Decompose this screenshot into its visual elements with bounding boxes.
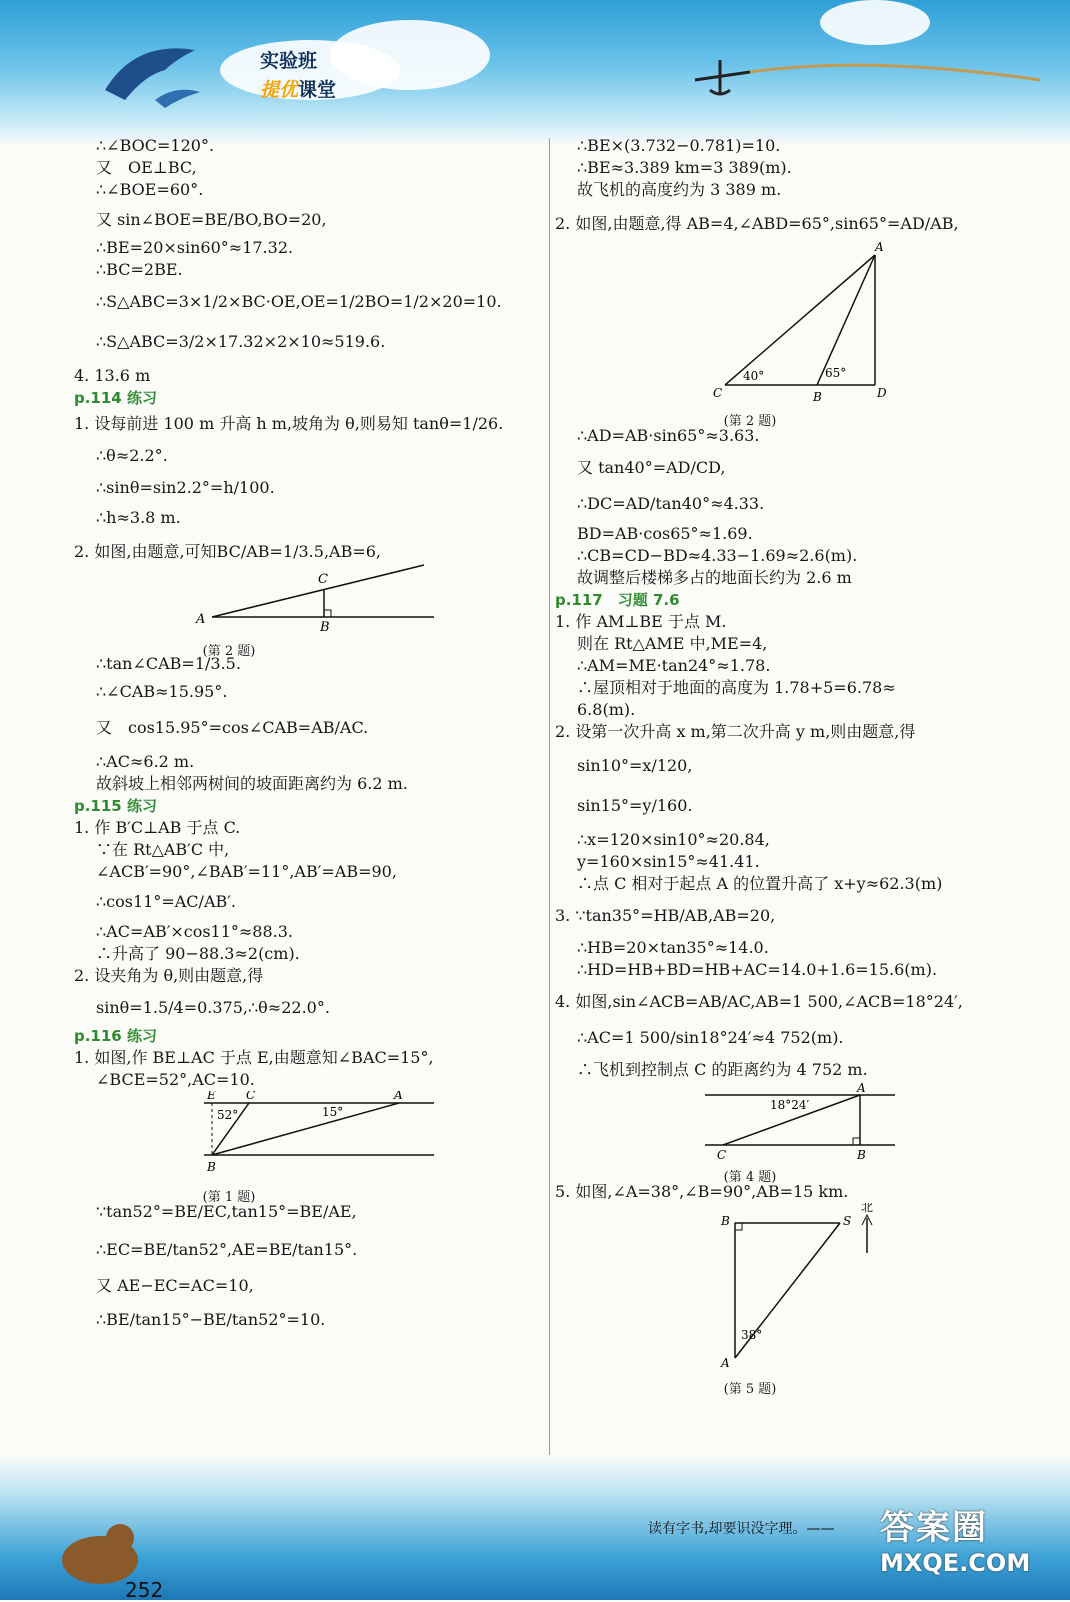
- text-line: 2. 如图,由题意,可知BC/AB=1/3.5,AB=6,: [74, 542, 382, 561]
- text-line: ∴∠CAB≈15.95°.: [96, 682, 228, 701]
- text-line: ∴S△ABC=3×1/2×BC·OE,OE=1/2BO=1/2×20=10.: [96, 292, 502, 311]
- text-line: ∴EC=BE/tan52°,AE=BE/tan15°.: [96, 1240, 358, 1259]
- left-column: [74, 135, 544, 1331]
- text-line: 又 tan40°=AD/CD,: [577, 458, 726, 477]
- angle-52: 52°: [217, 1108, 239, 1122]
- text-line: ∴∠BOE=60°.: [96, 180, 204, 199]
- brand-logo: [260, 46, 336, 102]
- brand-text: 课堂: [298, 79, 337, 101]
- brand-highlight: 提优: [260, 79, 299, 101]
- header-banner: [0, 0, 1070, 145]
- text-line: ∴HD=HB+BD=HB+AC=14.0+1.6=15.6(m).: [577, 960, 938, 979]
- text-line: ∴AC≈6.2 m.: [96, 752, 195, 771]
- label-e: E: [207, 1091, 216, 1102]
- footer-quote: 读有字书,却要识没字理。——: [648, 1521, 835, 1537]
- cloud: [820, 0, 930, 45]
- section-heading: p.115 练习: [74, 797, 157, 815]
- text-line: 6.8(m).: [577, 700, 636, 719]
- text-line: 又 cos15.95°=cos∠CAB=AB/AC.: [96, 718, 369, 737]
- figure-airplane: [555, 1081, 1025, 1185]
- text-line: sin10°=x/120,: [577, 756, 693, 775]
- text-line: ∴BE×(3.732−0.781)=10.: [577, 136, 781, 155]
- label-d: D: [877, 386, 887, 400]
- label-a: A: [875, 240, 884, 254]
- angle-65: 65°: [825, 366, 847, 380]
- figure-caption: (第 1 题): [202, 1190, 256, 1205]
- section-heading: p.117 习题 7.6: [555, 591, 680, 609]
- text-line: 又 OE⊥BC,: [96, 158, 197, 177]
- label-b: B: [721, 1214, 730, 1228]
- watermark: [880, 1500, 1030, 1577]
- label-c: C: [246, 1091, 256, 1102]
- label-c: C: [713, 386, 723, 400]
- text-line: ∴AC=AB′×cos11°≈88.3.: [96, 922, 294, 941]
- text-line: y=160×sin15°≈41.41.: [577, 852, 760, 871]
- text-line: ∴tan∠CAB=1/3.5.: [96, 654, 241, 673]
- text-line: 又 sin∠BOE=BE/BO,BO=20,: [96, 210, 327, 229]
- label-a: A: [857, 1081, 866, 1095]
- text-line: ∵在 Rt△AB′C 中,: [96, 840, 230, 859]
- text-line: ∴HB=20×tan35°≈14.0.: [577, 938, 769, 957]
- cloud: [330, 20, 490, 90]
- text-line: 故飞机的高度约为 3 389 m.: [577, 180, 782, 199]
- dolphin-icon: [95, 30, 215, 110]
- text-line: ∴∠BOC=120°.: [96, 136, 215, 155]
- slope-diagram: [74, 563, 544, 635]
- text-line: 5. 如图,∠A=38°,∠B=90°,AB=15 km.: [555, 1182, 849, 1201]
- plane-diagram: [74, 1091, 544, 1181]
- text-line: 1. 如图,作 BE⊥AC 于点 E,由题意知∠BAC=15°,: [74, 1048, 434, 1067]
- watermark-url: MXQE.COM: [880, 1549, 1031, 1577]
- label-a: A: [196, 612, 206, 627]
- text-line: ∠ACB′=90°,∠BAB′=11°,AB′=AB=90,: [96, 862, 397, 881]
- figure-caption: (第 2 题): [202, 644, 256, 659]
- section-heading: p.114 练习: [74, 389, 157, 407]
- text-line: ∴AM=ME·tan24°≈1.78.: [577, 656, 771, 675]
- figure-caption: (第 5 题): [723, 1382, 777, 1397]
- text-line: ∴BE=20×sin60°≈17.32.: [96, 238, 294, 257]
- figure-stairs: [555, 235, 1025, 429]
- text-line: 3. ∵tan35°=HB/AB,AB=20,: [555, 906, 776, 925]
- label-a: A: [394, 1091, 403, 1102]
- label-b: B: [207, 1160, 216, 1174]
- column-divider: [549, 138, 550, 1478]
- label-b: B: [857, 1148, 866, 1161]
- label-a: A: [721, 1356, 730, 1370]
- text-line: ∴BE/tan15°−BE/tan52°=10.: [96, 1310, 326, 1329]
- text-line: 1. 作 B′C⊥AB 于点 C.: [74, 818, 241, 837]
- text-line: 1. 设每前进 100 m 升高 h m,坡角为 θ,则易知 tanθ=1/26.: [74, 414, 504, 433]
- text-line: ∴h≈3.8 m.: [96, 508, 181, 527]
- text-line: ∴θ≈2.2°.: [96, 446, 168, 465]
- text-line: 4. 13.6 m: [74, 366, 151, 385]
- text-line: ∴sinθ=sin2.2°=h/100.: [96, 478, 275, 497]
- label-s: S: [843, 1214, 852, 1228]
- text-line: ∴cos11°=AC/AB′.: [96, 892, 236, 911]
- angle-label: 18°24′: [770, 1098, 810, 1112]
- figure-ship: [555, 1203, 1025, 1397]
- label-b: B: [320, 620, 330, 635]
- text-line: 4. 如图,sin∠ACB=AB/AC,AB=1 500,∠ACB=18°24′,: [555, 992, 963, 1011]
- text-line: 故调整后楼梯多占的地面长约为 2.6 m: [577, 568, 852, 587]
- airplane-diagram: [555, 1081, 1025, 1161]
- text-line: 则在 Rt△AME 中,ME=4,: [577, 634, 768, 653]
- text-line: ∴BC=2BE.: [96, 260, 183, 279]
- watermark-text: 答案圈: [880, 1508, 988, 1548]
- angle-15: 15°: [322, 1105, 344, 1119]
- text-line: ∴点 C 相对于起点 A 的位置升高了 x+y≈62.3(m): [577, 874, 943, 893]
- text-line: ∴升高了 90−88.3≈2(cm).: [96, 944, 300, 963]
- text-line: 故斜坡上相邻两树间的坡面距离约为 6.2 m.: [96, 774, 408, 793]
- text-line: ∴S△ABC=3/2×17.32×2×10≈519.6.: [96, 332, 386, 351]
- figure-caption: (第 4 题): [723, 1170, 777, 1185]
- text-line: ∴DC=AD/tan40°≈4.33.: [577, 494, 765, 513]
- stairs-diagram: [555, 235, 1025, 405]
- ship-diagram: [555, 1203, 1025, 1373]
- figure-caption: (第 2 题): [723, 414, 777, 429]
- label-b: B: [813, 390, 822, 404]
- figure-plane-angle: [74, 1091, 544, 1205]
- text-line: BD=AB·cos65°≈1.69.: [577, 524, 753, 543]
- anchor-icon: [690, 50, 1050, 100]
- section-heading: p.116 练习: [74, 1027, 157, 1045]
- label-c: C: [318, 572, 328, 587]
- text-line: 2. 如图,由题意,得 AB=4,∠ABD=65°,sin65°=AD/AB,: [555, 214, 959, 233]
- text-line: sin15°=y/160.: [577, 796, 693, 815]
- text-line: ∴AD=AB·sin65°≈3.63.: [577, 426, 760, 445]
- angle-38: 38°: [741, 1328, 763, 1342]
- label-c: C: [717, 1148, 727, 1161]
- page-number: 252: [125, 1578, 164, 1602]
- text-line: ∴飞机到控制点 C 的距离约为 4 752 m.: [577, 1060, 868, 1079]
- text-line: ∴屋顶相对于地面的高度为 1.78+5=6.78≈: [577, 678, 896, 697]
- text-line: ∴BE≈3.389 km=3 389(m).: [577, 158, 792, 177]
- figure-slope: [74, 563, 544, 659]
- text-line: ∠BCE=52°,AC=10.: [96, 1070, 255, 1089]
- text-line: 2. 设第一次升高 x m,第二次升高 y m,则由题意,得: [555, 722, 916, 741]
- text-line: sinθ=1.5/4=0.375,∴θ≈22.0°.: [96, 998, 330, 1017]
- text-line: 2. 设夹角为 θ,则由题意,得: [74, 966, 264, 985]
- right-column: [555, 135, 1025, 1397]
- text-line: ∴AC=1 500/sin18°24′≈4 752(m).: [577, 1028, 844, 1047]
- text-line: ∵tan52°=BE/EC,tan15°=BE/AE,: [96, 1202, 357, 1221]
- brand-line2: [260, 75, 336, 102]
- brand-line1: 实验班: [260, 50, 318, 72]
- text-line: 1. 作 AM⊥BE 于点 M.: [555, 612, 727, 631]
- text-line: ∴x=120×sin10°≈20.84,: [577, 830, 770, 849]
- text-line: 又 AE−EC=AC=10,: [96, 1276, 254, 1295]
- text-line: ∴CB=CD−BD≈4.33−1.69≈2.6(m).: [577, 546, 858, 565]
- angle-40: 40°: [743, 369, 765, 383]
- north-label: 北: [861, 1203, 874, 1214]
